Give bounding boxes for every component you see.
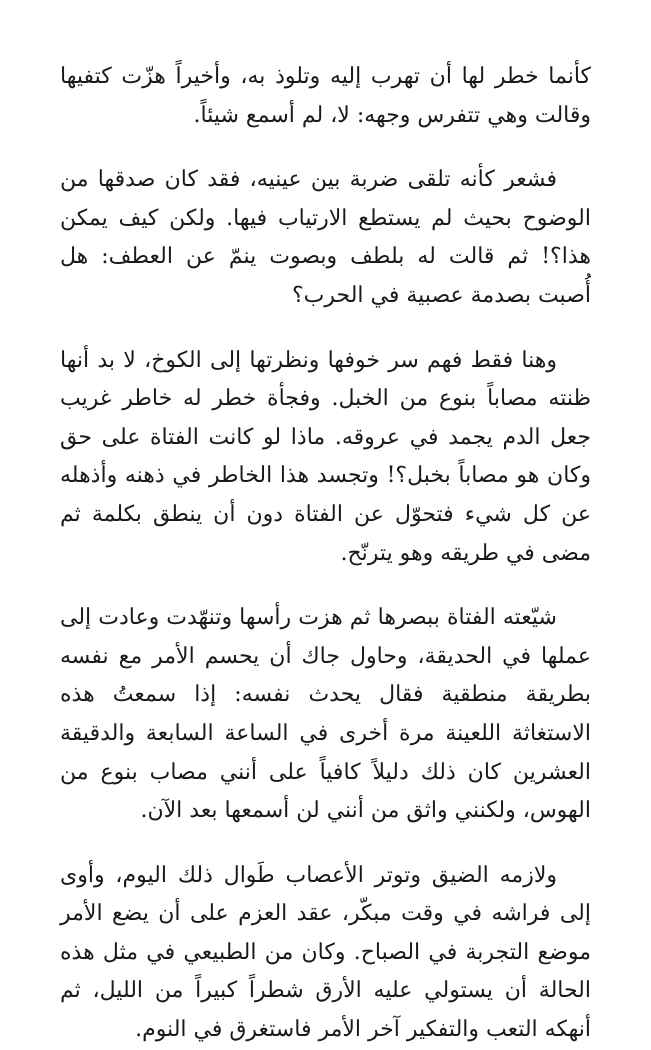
paragraph-5: ولازمه الضيق وتوتر الأعصاب طَوال ذلك اليوم، وأوى إلى فراشه في وقت مبكّر، عقد العزم على أن يضع الأمر موضع التجربة في الصباح. وكان من الطبيعي في مثل هذه الحالة أن يستولي عليه الأرق شطراً كبيراً من الليل، ثم أنهكه التعب والتفكير آخر الأمر فاستغرق في النوم. [60,862,591,1043]
paragraph-4: شيّعته الفتاة ببصرها ثم هزت رأسها وتنهّدت وعادت إلى عملها في الحديقة، وحاول جاك أن يحسم الأمر مع نفسه بطريقة منطقية فقال يحدث نفسه: إذا سمعتُ هذه الاستغاثة اللعينة مرة أخرى في الساعة السابعة والدقيقة العشرين كان ذلك دليلاً كافياً على أنني مصاب بنوع من الهوس، ولكنني واثق من أنني لن أسمعها بعد الآن. [60,605,591,824]
paragraph-2: فشعر كأنه تلقى ضربة بين عينيه، فقد كان صدقها من الوضوح بحيث لم يستطع الارتياب فيها. ولكن كيف يمكن هذا؟! ثم قالت له بلطف وبصوت ينمّ عن العطف: هل أُصبت بصدمة عصبية في الحرب؟ [60,167,591,308]
book-page-body [60,58,591,1050]
paragraph-1: كأنما خطر لها أن تهرب إليه وتلوذ به، وأخيراً هزّت كتفيها وقالت وهي تتفرس وجهه: لا، لم أسمع شيئاً. [60,64,591,128]
paragraph-3: وهنا فقط فهم سر خوفها ونظرتها إلى الكوخ، لا بد أنها ظنته مصاباً بنوع من الخبل. وفجأة خطر له خاطر غريب جعل الدم يجمد في عروقه. ماذا لو كانت الفتاة على حق وكان هو مصاباً بخبل؟! وتجسد هذا الخاطر في ذهنه وأذهله عن كل شيء فتحوّل عن الفتاة دون أن ينطق بكلمة ثم مضى في طريقه وهو يترنّح. [60,347,591,566]
